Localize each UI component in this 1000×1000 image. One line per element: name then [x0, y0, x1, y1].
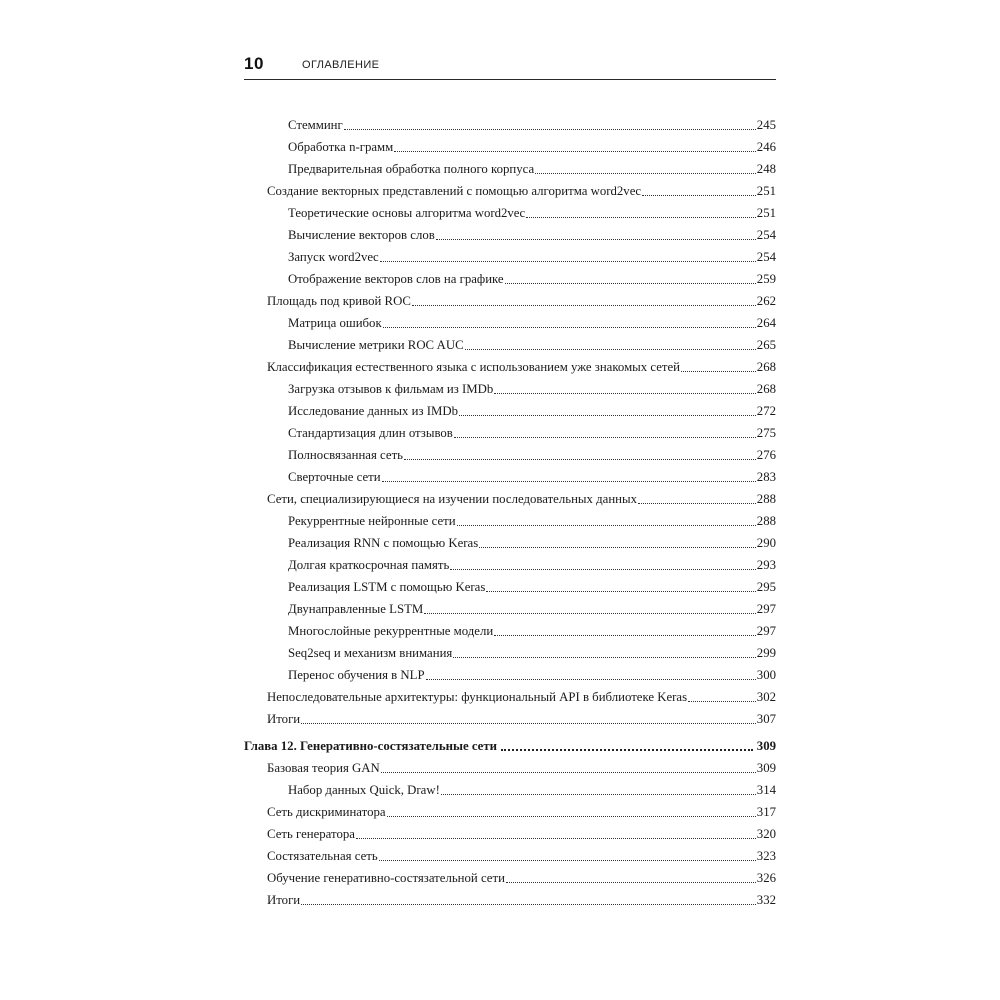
toc-entry-page: 332 [756, 893, 776, 907]
toc-entry-page: 326 [756, 871, 776, 885]
dot-leader [301, 723, 756, 724]
running-header [244, 52, 776, 80]
toc-entry [244, 134, 776, 156]
toc-chapter-entry [244, 733, 776, 755]
toc-entry [244, 464, 776, 486]
toc-entry-title: Двунаправленные LSTM [288, 602, 424, 616]
toc-entry-page: 317 [756, 805, 776, 819]
toc-entry [244, 156, 776, 178]
toc-entry-page: 268 [756, 360, 776, 374]
dot-leader [535, 173, 756, 174]
toc-entry-page: 254 [756, 250, 776, 264]
section-title: ОГЛАВЛЕНИЕ [302, 59, 380, 71]
toc-entry-page: 309 [756, 739, 776, 753]
toc-entry-title: Перенос обучения в NLP [288, 668, 425, 682]
toc-entry-title: Набор данных Quick, Draw! [288, 783, 440, 797]
toc-entry-title: Обработка n-грамм [288, 140, 394, 154]
toc-entry-page: 276 [756, 448, 776, 462]
toc-entry-page: 268 [756, 382, 776, 396]
toc-entry-page: 272 [756, 404, 776, 418]
toc-entry-page: 265 [756, 338, 776, 352]
toc-entry-title: Площадь под кривой ROC [267, 294, 411, 308]
dot-leader [426, 679, 756, 680]
toc-entry-title: Вычисление метрики ROC AUC [288, 338, 464, 352]
dot-leader [681, 371, 756, 372]
dot-leader [486, 591, 755, 592]
toc-entry [244, 178, 776, 200]
dot-leader [382, 481, 756, 482]
toc-entry-page: 251 [756, 184, 776, 198]
dot-leader [412, 305, 756, 306]
dot-leader [494, 635, 756, 636]
toc-entry [244, 662, 776, 684]
toc-entry [244, 821, 776, 843]
dot-leader [381, 772, 756, 773]
dot-leader [453, 657, 755, 658]
toc-entry-title: Непоследовательные архитектуры: функциональный API в библиотеке Keras [267, 690, 688, 704]
toc-entry [244, 266, 776, 288]
toc-entry [244, 618, 776, 640]
toc-entry [244, 574, 776, 596]
dot-leader [465, 349, 756, 350]
dot-leader [638, 503, 756, 504]
toc-entry-page: 323 [756, 849, 776, 863]
toc-entry-page: 299 [756, 646, 776, 660]
toc-entry [244, 755, 776, 777]
toc-entry-title: Глава 12. Генеративно-состязательные сети [244, 739, 498, 753]
toc-entry-page: 246 [756, 140, 776, 154]
toc-entry [244, 288, 776, 310]
toc-entry-page: 297 [756, 624, 776, 638]
toc-entry [244, 640, 776, 662]
toc-entry [244, 332, 776, 354]
toc-entry-page: 251 [756, 206, 776, 220]
toc-entry-page: 309 [756, 761, 776, 775]
dot-leader [301, 904, 756, 905]
toc-entry-title: Теоретические основы алгоритма word2vec [288, 206, 526, 220]
toc-entry [244, 398, 776, 420]
dot-leader [356, 838, 756, 839]
toc-entry-title: Стандартизация длин отзывов [288, 426, 453, 440]
dot-leader [494, 393, 755, 394]
toc-entry-title: Сети, специализирующиеся на изучении последовательных данных [267, 492, 638, 506]
toc-entry-title: Вычисление векторов слов [288, 228, 435, 242]
toc-entry-page: 314 [756, 783, 776, 797]
toc-entry-page: 283 [756, 470, 776, 484]
toc-entry-title: Состязательная сеть [267, 849, 378, 863]
dot-leader [450, 569, 755, 570]
toc-entry-page: 293 [756, 558, 776, 572]
toc-entry-title: Сверточные сети [288, 470, 381, 484]
dot-leader [454, 437, 756, 438]
toc-entry-title: Предварительная обработка полного корпуса [288, 162, 535, 176]
toc-entry-page: 259 [756, 272, 776, 286]
toc-entry-page: 245 [756, 118, 776, 132]
table-of-contents [244, 112, 776, 909]
toc-entry [244, 442, 776, 464]
dot-leader [642, 195, 756, 196]
toc-entry-title: Матрица ошибок [288, 316, 382, 330]
dot-leader [459, 415, 756, 416]
dot-leader [479, 547, 756, 548]
dot-leader [383, 327, 756, 328]
toc-entry [244, 530, 776, 552]
toc-entry-title: Отображение векторов слов на графике [288, 272, 504, 286]
toc-entry [244, 310, 776, 332]
dot-leader [424, 613, 756, 614]
toc-entry [244, 486, 776, 508]
toc-entry-page: 300 [756, 668, 776, 682]
toc-entry [244, 244, 776, 266]
toc-entry-page: 288 [756, 492, 776, 506]
toc-entry-title: Реализация RNN с помощью Keras [288, 536, 479, 550]
toc-entry-title: Классификация естественного языка с использованием уже знакомых сетей [267, 360, 681, 374]
toc-entry-title: Сеть генератора [267, 827, 355, 841]
toc-entry-title: Обучение генеративно-состязательной сети [267, 871, 505, 885]
toc-entry-title: Базовая теория GAN [267, 761, 380, 775]
toc-entry [244, 420, 776, 442]
toc-entry-title: Стемминг [288, 118, 343, 132]
toc-entry-title: Долгая краткосрочная память [288, 558, 450, 572]
dot-leader [505, 283, 756, 284]
toc-entry-page: 288 [756, 514, 776, 528]
toc-entry [244, 843, 776, 865]
toc-entry-title: Итоги [267, 712, 301, 726]
toc-entry [244, 865, 776, 887]
toc-entry-page: 297 [756, 602, 776, 616]
toc-entry [244, 222, 776, 244]
toc-entry-title: Рекуррентные нейронные сети [288, 514, 456, 528]
toc-entry [244, 596, 776, 618]
toc-entry [244, 200, 776, 222]
toc-entry-page: 248 [756, 162, 776, 176]
toc-entry-page: 264 [756, 316, 776, 330]
dot-leader [436, 239, 756, 240]
toc-entry-page: 254 [756, 228, 776, 242]
dot-leader [688, 701, 756, 702]
toc-entry [244, 508, 776, 530]
toc-entry [244, 706, 776, 728]
toc-entry [244, 799, 776, 821]
toc-entry [244, 376, 776, 398]
toc-entry-page: 307 [756, 712, 776, 726]
toc-entry [244, 777, 776, 799]
dot-leader [380, 261, 756, 262]
toc-entry-title: Загрузка отзывов к фильмам из IMDb [288, 382, 494, 396]
toc-entry-title: Итоги [267, 893, 301, 907]
dot-leader [404, 459, 756, 460]
toc-entry [244, 552, 776, 574]
dot-leader [457, 525, 756, 526]
dot-leader [441, 794, 756, 795]
dot-leader [526, 217, 756, 218]
toc-entry-page: 290 [756, 536, 776, 550]
toc-entry-title: Многослойные рекуррентные модели [288, 624, 494, 638]
toc-entry-title: Запуск word2vec [288, 250, 379, 264]
toc-entry-title: Реализация LSTM с помощью Keras [288, 580, 486, 594]
dot-leader [379, 860, 756, 861]
toc-entry-page: 262 [756, 294, 776, 308]
toc-entry-title: Полносвязанная сеть [288, 448, 404, 462]
toc-entry-title: Создание векторных представлений с помощью алгоритма word2vec [267, 184, 642, 198]
dot-leader [506, 882, 756, 883]
dot-leader [394, 151, 756, 152]
toc-entry-title: Seq2seq и механизм внимания [288, 646, 453, 660]
toc-entry-page: 302 [756, 690, 776, 704]
dot-leader [344, 129, 756, 130]
toc-entry [244, 887, 776, 909]
toc-entry-page: 275 [756, 426, 776, 440]
toc-entry [244, 684, 776, 706]
dot-leader [387, 816, 756, 817]
toc-entry [244, 112, 776, 134]
toc-entry-page: 320 [756, 827, 776, 841]
toc-entry-title: Исследование данных из IMDb [288, 404, 459, 418]
page-number: 10 [244, 54, 264, 73]
dot-leader [501, 749, 753, 751]
toc-entry-page: 295 [756, 580, 776, 594]
toc-entry-title: Сеть дискриминатора [267, 805, 386, 819]
toc-entry [244, 354, 776, 376]
